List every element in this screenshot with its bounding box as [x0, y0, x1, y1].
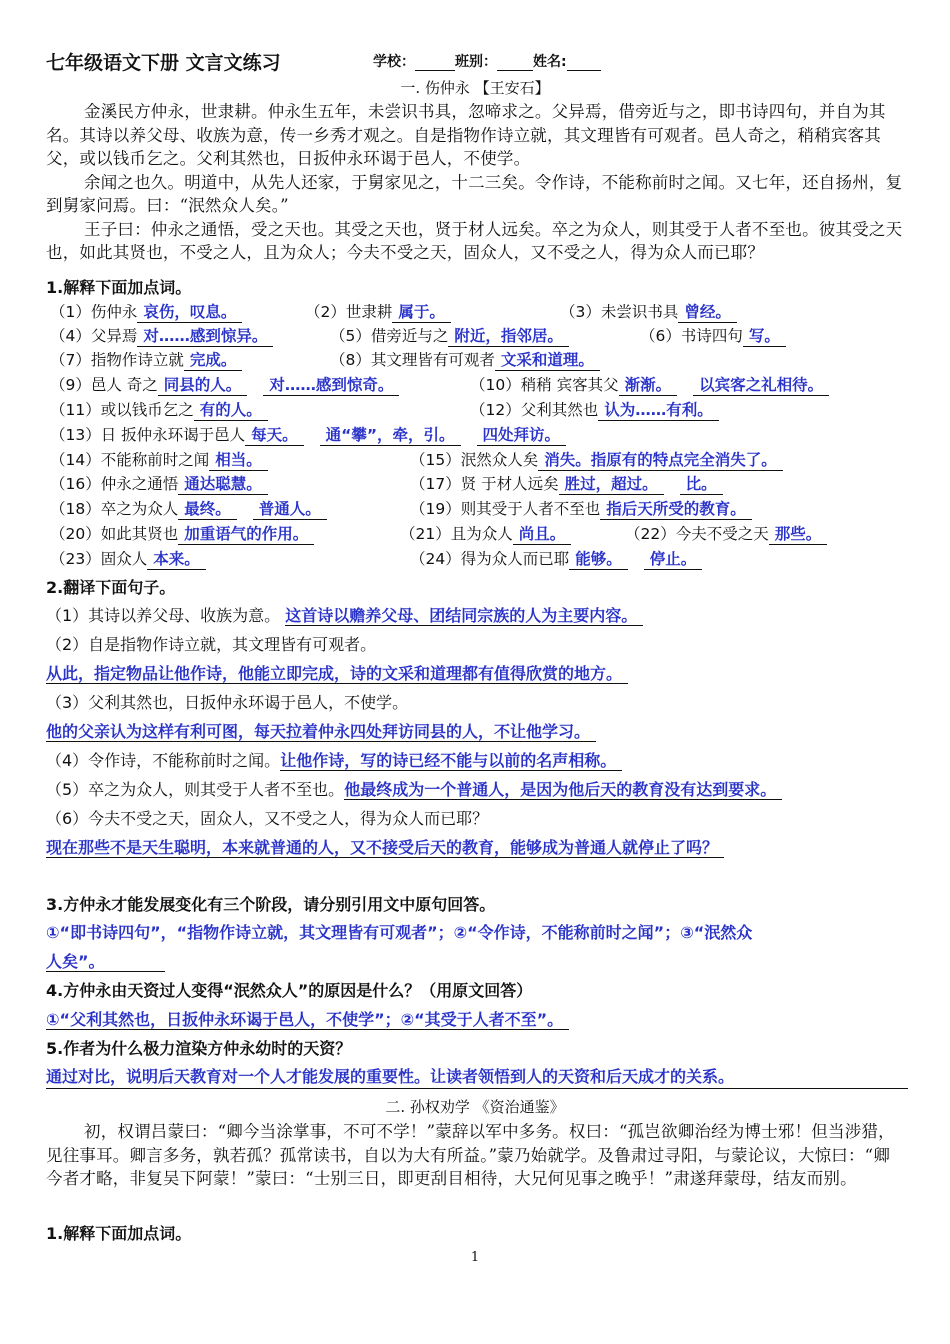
translation-2-question: （2）自是指物作诗立就，其文理皆有可观者。	[46, 635, 377, 654]
translation-answer: 他最终成为一个普通人，是因为他后天的教育没有达到要求。	[344, 780, 782, 800]
vocab-item	[410, 448, 783, 471]
vocab-term: （12）父利其然也	[470, 401, 599, 419]
vocab-answer: 对……感到惊异。	[137, 327, 273, 347]
vocab-item	[50, 522, 314, 545]
worksheet-title: 七年级语文下册 文言文练习	[46, 52, 281, 74]
vocab-row	[0, 423, 906, 445]
question-5-answer-line	[46, 1064, 734, 1087]
vocab-answer: 普通人。	[253, 500, 327, 520]
vocab-answer: 对……感到惊奇。	[263, 376, 399, 396]
vocab-term: （16）仲永之通悟	[50, 475, 179, 493]
translation-answer: 让他作诗，写的诗已经不能与以前的名声相称。	[280, 751, 622, 771]
vocab-term: （24）得为众人而已耶	[410, 550, 570, 568]
passage-paragraph: 余闻之也久。明道中，从先人还家，于舅家见之，十二三矣。令作诗，不能称前时之闻。又七年，还自扬州，复到舅家问焉。曰：“泯然众人矣。”	[46, 172, 903, 215]
question-5: 5.作者为什么极力渲染方仲永幼时的天资？	[46, 1039, 352, 1058]
passage-paragraph: 初，权谓吕蒙曰：“卿今当涂掌事，不可不学！”蒙辞以军中多务。权曰：“孤岂欲卿治经为博士邪！但当涉猎，见往事耳。卿言多务，孰若孤？孤常读书，自以为大有所益。”蒙乃始就学。及鲁肃过寻阳，与蒙论议，大惊曰：“卿今者才略，非复吴下阿蒙！”蒙曰：“士别三日，即更刮目相待，大兄何见事之晚乎！”肃遂拜蒙母，结友而别。	[46, 1122, 895, 1188]
translation-6-question: （6）今夫不受之天，固众人，又不受之人，得为众人而已耶？	[46, 809, 489, 828]
translation-4	[46, 748, 622, 771]
question-2-heading: 2.翻译下面句子。	[46, 578, 176, 597]
vocab-term: （22）今夫不受之天	[625, 525, 769, 543]
vocab-item	[400, 522, 571, 545]
vocab-row	[0, 472, 906, 494]
translation-question: （5）卒之为众人，则其受于人者不至也。	[46, 780, 345, 799]
vocab-answer: 加重语气的作用。	[178, 525, 314, 545]
vocab-term: （14）不能称前时之闻	[50, 451, 210, 469]
vocab-answer: 尚且。	[513, 525, 572, 545]
vocab-answer: 属于。	[392, 303, 451, 323]
question-3: 3.方仲永才能发展变化有三个阶段，请分别引用文中原句回答。	[46, 895, 496, 914]
vocab-item	[470, 373, 829, 396]
vocab-term: （8）其文理皆有可观者	[330, 351, 495, 369]
passage-paragraph: 金溪民方仲永，世隶耕。仲永生五年，未尝识书具，忽啼求之。父异焉，借旁近与之，即书诗四句，并自为其名。其诗以养父母、收族为意，传一乡秀才观之。自是指物作诗立就，其文理皆有可观者。邑人奇之，稍稍宾客其父，或以钱币乞之。父利其然也，日扳仲永环谒于邑人，不使学。	[46, 102, 886, 168]
page-number: 1	[470, 1250, 480, 1265]
vocab-answer: 停止。	[644, 550, 703, 570]
vocab-answer: 同县的人。	[158, 376, 248, 396]
vocab-item	[410, 497, 752, 520]
vocab-term: （13）日 扳仲永环谒于邑人	[50, 426, 246, 444]
class-label: 班别：	[455, 54, 497, 70]
vocab-term: （20）如此其贤也	[50, 525, 179, 543]
vocab-answer: 能够。	[569, 550, 628, 570]
answer-text: 人矣”。	[46, 952, 165, 972]
translation-3-question: （3）父利其然也，日扳仲永环谒于邑人，不使学。	[46, 693, 409, 712]
vocab-row	[0, 547, 906, 569]
vocab-item	[50, 448, 268, 471]
vocab-term: （2）世隶耕	[305, 303, 393, 321]
vocab-answer: 哀伤，叹息。	[137, 303, 242, 323]
question-1-heading: 1.解释下面加点词。	[46, 278, 192, 297]
question-4-answer-line	[46, 1007, 569, 1030]
vocab-row	[0, 324, 906, 346]
vocab-answer: 文采和道理。	[495, 351, 600, 371]
answer-text: ①“父利其然也，日扳仲永环谒于邑人，不使学”；②“其受于人者不至”。	[46, 1010, 569, 1030]
vocab-item	[50, 497, 327, 520]
vocab-row	[0, 348, 906, 370]
translation-question: （4）令作诗，不能称前时之闻。	[46, 751, 281, 770]
vocab-item	[50, 472, 268, 495]
section1-title: 一. 伤仲永 【王安石】	[400, 79, 550, 97]
vocab-row	[0, 373, 906, 395]
translation-1	[46, 603, 643, 626]
question-3-answer-line2	[46, 949, 165, 972]
vocab-term: （21）且为众人	[400, 525, 513, 543]
vocab-item	[50, 423, 566, 446]
translation-answer: 从此，指定物品让他作诗，他能立即完成，诗的文采和道理都有值得欣赏的地方。	[46, 664, 628, 684]
translation-5	[46, 777, 782, 800]
school-blank[interactable]	[415, 56, 455, 71]
school-label: 学校：	[373, 54, 415, 70]
translation-3-answer-line	[46, 719, 596, 742]
name-blank[interactable]	[567, 56, 601, 71]
vocab-answer: 四处拜访。	[477, 426, 567, 446]
vocab-term: （1）伤仲永	[50, 303, 138, 321]
vocab-answer: 通达聪慧。	[178, 475, 268, 495]
vocab-answer: 那些。	[769, 525, 828, 545]
vocab-term: （5）借旁近与之	[330, 327, 449, 345]
vocab-term: （18）卒之为众人	[50, 500, 179, 518]
passage-paragraph: 王子曰：仲永之通悟，受之天也。其受之天也，贤于材人远矣。卒之为众人，则其受于人者不至也。彼其受之天也，如此其贤也，不受之人，且为众人；今夫不受之天，固众人，又不受之人，得为众人而已耶？	[46, 219, 903, 262]
translation-answer: 他的父亲认为这样有利可图，每天拉着仲永四处拜访同县的人，不让他学习。	[46, 722, 596, 742]
worksheet-header	[46, 48, 906, 74]
vocab-item	[330, 348, 600, 371]
vocab-term: （6）书诗四句	[640, 327, 743, 345]
vocab-row	[0, 448, 906, 470]
vocab-row	[0, 522, 906, 544]
vocab-answer: 胜过，超过。	[559, 475, 664, 495]
name-label: 姓名:	[533, 54, 567, 70]
vocab-answer: 指后天所受的教育。	[600, 500, 752, 520]
vocab-term: （3）未尝识书具	[560, 303, 679, 321]
vocab-item	[470, 398, 719, 421]
vocab-answer: 渐渐。	[619, 376, 678, 396]
vocab-answer: 附近，指邻居。	[448, 327, 569, 347]
vocab-item	[410, 547, 702, 570]
vocab-item	[640, 324, 786, 347]
vocab-term: （19）则其受于人者不至也	[410, 500, 601, 518]
translation-2-answer-line	[46, 661, 628, 684]
vocab-answer: 每天。	[245, 426, 304, 446]
vocab-answer: 比。	[680, 475, 723, 495]
vocab-answer: 曾经。	[678, 303, 737, 323]
section1-text	[46, 100, 906, 265]
section2-title: 二. 孙权劝学 《资治通鉴》	[385, 1098, 565, 1116]
vocab-answer: 以宾客之礼相待。	[693, 376, 829, 396]
vocab-term: （7）指物作诗立就	[50, 351, 184, 369]
vocab-term: （4）父异焉	[50, 327, 138, 345]
vocab-item	[330, 324, 569, 347]
vocab-row	[0, 497, 906, 519]
vocab-item	[50, 300, 242, 323]
translation-question: （1）其诗以养父母、收族为意。	[46, 606, 281, 625]
question-4: 4.方仲永由天资过人变得“泯然众人”的原因是什么？（用原文回答）	[46, 981, 533, 1000]
section2-text	[46, 1120, 906, 1191]
answer-text: 通过对比，说明后天教育对一个人才能发展的重要性。让读者领悟到人的天资和后天成才的关系。	[46, 1067, 735, 1086]
vocab-answer: 写。	[743, 327, 786, 347]
vocab-answer: 通“攀”，牵，引。	[320, 426, 461, 446]
answer-text: ①“即书诗四句”，“指物作诗立就，其文理皆有可观者”；②“令作诗，不能称前时之闻”；③“泯然众	[46, 923, 753, 942]
vocab-item	[625, 522, 827, 545]
vocab-answer: 本来。	[147, 550, 206, 570]
translation-answer: 这首诗以赡养父母、团结同宗族的人为主要内容。	[285, 606, 643, 626]
vocab-answer: 完成。	[184, 351, 243, 371]
section2-question-1-heading: 1.解释下面加点词。	[46, 1224, 192, 1243]
translation-6-answer-line	[46, 835, 724, 858]
vocab-item	[305, 300, 451, 323]
vocab-term: （23）固众人	[50, 550, 148, 568]
vocab-answer: 相当。	[209, 451, 268, 471]
question-3-answer-line1	[46, 920, 752, 943]
vocab-item	[410, 472, 723, 495]
section-divider	[46, 1088, 908, 1089]
vocab-answer: 有的人。	[194, 401, 268, 421]
vocab-item	[50, 348, 242, 371]
class-blank[interactable]	[497, 56, 533, 71]
vocab-term: （15）泯然众人矣	[410, 451, 539, 469]
vocab-item	[50, 373, 399, 396]
vocab-term: （9）邑人 奇之	[50, 376, 158, 394]
vocab-item	[560, 300, 737, 323]
vocab-term: （11）或以钱币乞之	[50, 401, 194, 419]
vocab-term: （17）贤 于材人远矣	[410, 475, 559, 493]
student-info-fields	[373, 51, 601, 71]
vocab-item	[50, 398, 268, 421]
vocab-row	[0, 300, 906, 322]
translation-answer: 现在那些不是天生聪明，本来就普通的人，又不接受后天的教育，能够成为普通人就停止了吗？	[46, 838, 724, 858]
vocab-item	[50, 324, 273, 347]
vocab-item	[50, 547, 206, 570]
vocab-row	[0, 398, 906, 420]
vocab-answer: 最终。	[178, 500, 237, 520]
vocab-term: （10）稍稍 宾客其父	[470, 376, 619, 394]
vocab-answer: 认为……有利。	[598, 401, 719, 421]
vocab-answer: 消失。指原有的特点完全消失了。	[538, 451, 783, 471]
